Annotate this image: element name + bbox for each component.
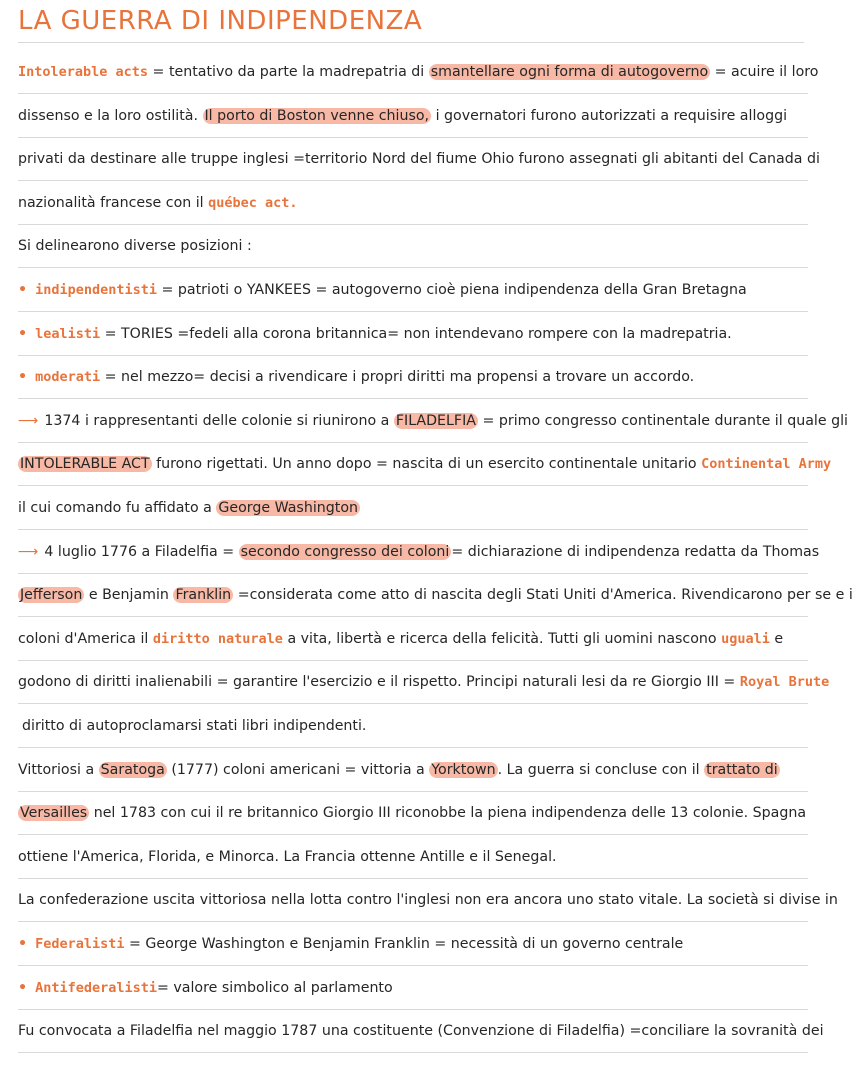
note-line: [18, 966, 808, 1010]
body-text: = patrioti o YANKEES = autogoverno cioè piena indipendenza della Gran Bretagna: [157, 282, 747, 298]
title-underline: [18, 42, 804, 43]
body-text: a vita, libertà e ricerca della felicità. Tutti gli uomini nascono: [282, 630, 722, 647]
page-title: LA GUERRA DI INDIPENDENZA: [18, 6, 423, 36]
body-text: privati da destinare alle truppe inglesi =territorio Nord del fiume Ohio furono assegnati gli abitanti del Canada di: [18, 151, 820, 168]
highlighted-text: Yorktown: [431, 761, 496, 778]
highlighted-text: Il porto di Boston venne chiuso,: [204, 107, 430, 124]
note-line: [18, 312, 808, 356]
note-line: [18, 922, 808, 966]
body-text: La confederazione uscita vittoriosa nella lotta contro l'inglesi non era ancora uno stato vitale. La società si divise in: [18, 892, 838, 909]
body-text: i governatori furono autorizzati a requisire alloggi: [431, 107, 788, 124]
bullet-icon: •: [18, 282, 28, 298]
note-line: [18, 791, 808, 835]
keyword-text: Continental Army: [701, 456, 832, 473]
highlighted-text: Franklin: [175, 587, 232, 604]
body-text: diritto di autoproclamarsi stati libri indipendenti.: [22, 718, 367, 734]
note-line: [18, 704, 808, 748]
keyword-text: Federalisti: [35, 936, 125, 952]
note-line: [18, 573, 853, 617]
body-text: = tentativo da parte la madrepatria di: [148, 64, 429, 80]
bullet-icon: •: [18, 369, 28, 386]
body-text: Si delinearono diverse posizioni :: [18, 238, 252, 255]
body-text: = George Washington e Benjamin Franklin = necessità di un governo centrale: [124, 936, 684, 952]
highlighted-text: secondo congresso dei coloni: [240, 543, 450, 560]
body-text: = TORIES =fedeli alla corona britannica= non intendevano rompere con la madrepatria.: [100, 325, 732, 342]
note-line: [18, 94, 808, 138]
body-text: dissenso e la loro ostilità.: [18, 107, 203, 124]
highlighted-text: INTOLERABLE ACT: [20, 456, 150, 473]
bullet-icon: •: [18, 325, 28, 342]
body-text: = nel mezzo= decisi a rivendicare i propri diritti ma propensi a trovare un accordo.: [100, 369, 695, 386]
body-text: = acuire il loro: [710, 64, 819, 80]
body-text: Fu convocata a Filadelfia nel maggio 1787 una costituente (Convenzione di Filadelfia) =conciliare la sovranità dei: [18, 1023, 824, 1040]
note-line: [18, 137, 820, 181]
keyword-text: Antifederalisti: [35, 979, 157, 996]
body-text: 1374 i rappresentanti delle colonie si riunirono a: [44, 412, 394, 429]
bullet-icon: •: [18, 936, 28, 952]
highlighted-text: trattato di: [706, 761, 778, 778]
keyword-text: diritto naturale: [152, 630, 283, 647]
highlighted-text: George Washington: [218, 500, 358, 516]
highlighted-text: smantellare ogni forma di autogoverno: [430, 64, 709, 80]
body-text: =considerata come atto di nascita degli Stati Uniti d'America. Rivendicarono per se e i: [233, 587, 853, 604]
body-text: e Benjamin: [84, 587, 174, 604]
body-text: il cui comando fu affidato a: [18, 500, 217, 516]
note-line: [18, 268, 808, 312]
keyword-text: indipendentisti: [35, 282, 157, 298]
highlighted-text: Jefferson: [20, 587, 83, 604]
body-text: Vittoriosi a: [18, 761, 99, 778]
note-line: [18, 486, 808, 530]
note-line: [18, 617, 808, 661]
keyword-text: Intolerable acts: [18, 64, 149, 80]
body-text: ottiene l'America, Florida, e Minorca. La Francia ottenne Antille e il Senegal.: [18, 848, 557, 865]
body-text: nel 1783 con cui il re britannico Giorgio III riconobbe la piena indipendenza delle 13 colonie. Spagna: [89, 805, 807, 822]
keyword-text: uguali: [721, 630, 770, 647]
highlighted-text: FILADELFIA: [395, 412, 476, 429]
arrow-right-icon: ⟶: [18, 412, 39, 429]
keyword-text: québec act.: [208, 194, 298, 211]
note-line: [18, 399, 848, 443]
body-text: (1777) coloni americani = vittoria a: [166, 761, 430, 778]
body-text: . La guerra si concluse con il: [497, 761, 705, 778]
body-text: godono di diritti inalienabili = garantire l'esercizio e il rispetto. Principi naturali lesi da re Giorgio III =: [18, 674, 740, 691]
highlighted-text: Versailles: [20, 805, 88, 822]
note-line: [18, 355, 808, 399]
body-text: = dichiarazione di indipendenza redatta da Thomas: [451, 543, 820, 560]
highlighted-text: Saratoga: [100, 761, 165, 778]
body-text: = primo congresso continentale durante il quale gli: [477, 412, 848, 429]
note-line: [18, 1009, 824, 1053]
note-line: [18, 181, 808, 225]
note-line: [18, 224, 808, 268]
keyword-text: Royal Brute: [739, 674, 830, 691]
bullet-icon: •: [18, 979, 28, 996]
note-line: [18, 878, 838, 922]
note-line: [18, 835, 808, 879]
note-line: [18, 530, 820, 574]
note-line: [18, 442, 832, 486]
note-line: [18, 748, 808, 792]
note-line: [18, 50, 819, 94]
body-text: = valore simbolico al parlamento: [157, 979, 393, 996]
body-text: furono rigettati. Un anno dopo = nascita di un esercito continentale unitario: [151, 456, 702, 473]
keyword-text: lealisti: [35, 325, 101, 342]
body-text: 4 luglio 1776 a Filadelfia =: [44, 543, 239, 560]
arrow-right-icon: ⟶: [18, 543, 39, 560]
body-text: e: [769, 630, 784, 647]
body-text: coloni d'America il: [18, 630, 153, 647]
body-text: nazionalità francese con il: [18, 194, 209, 211]
keyword-text: moderati: [35, 369, 101, 386]
note-line: [18, 660, 830, 704]
